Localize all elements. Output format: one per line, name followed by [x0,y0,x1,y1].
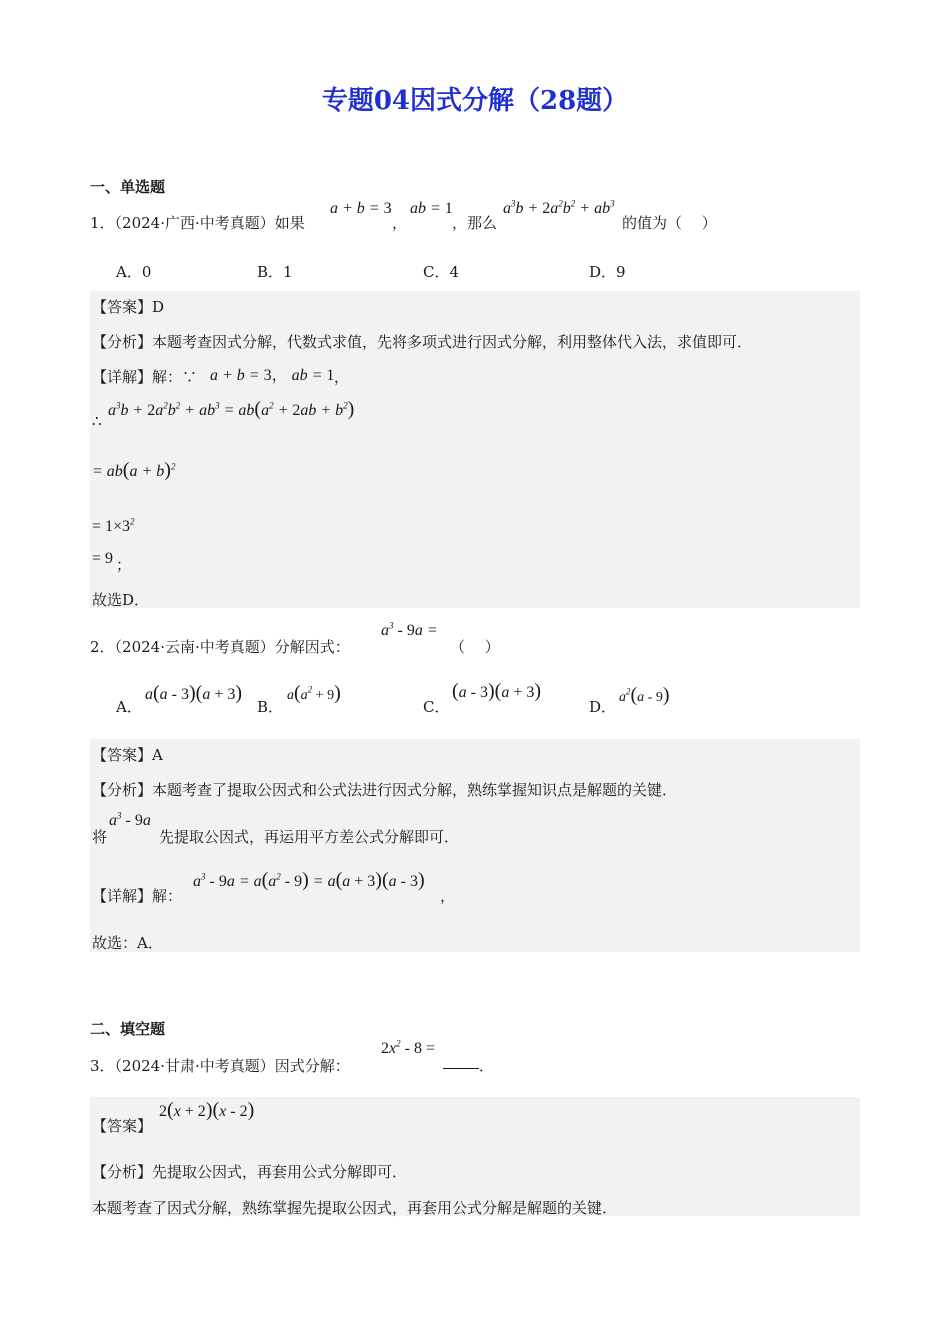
q2-option-d-math: $a^2(a - 9)$ [619,684,670,706]
q2-option-b-math: $a(a^2 + 9)$ [287,682,341,704]
q2-detail-end: ， [440,887,456,905]
q1-therefore-symbol: ∴ [92,412,102,430]
q3-answer-math: 2(x + 2)(x - 2) [159,1099,255,1121]
q1-option-b: B．1 [257,263,293,281]
section-heading-single-choice: 一、单选题 [90,178,166,196]
q2-option-c-math: (a - 3)(a + 3) [452,680,542,702]
q1-step-3: = $1\times 3^2$ [92,516,135,535]
q1-analysis: 【分析】本题考查因式分解，代数式求值，先将多项式进行因式分解，利用整体代入法，求值即可． [92,333,753,351]
q3-expression: $2x^2 - 8$ = [381,1038,435,1057]
q2-option-c-label: C． [423,698,450,716]
q1-stem-suffix: 的值为（ ） [622,214,717,232]
q1-separator-then: ，那么 [452,214,498,232]
q1-option-c: C．4 [423,263,460,281]
q2-expression: $a^3 - 9a$ = [381,620,438,639]
q2-option-a-label: A． [116,698,142,716]
q2-option-d-label: D． [589,698,617,716]
q3-stem-prefix: 3．（2024·甘肃·中考真题）因式分解： [90,1057,350,1075]
q3-note: 本题考查了因式分解，熟练掌握先提取公因式，再套用公式分解是解题的关键． [92,1199,618,1217]
q3-stem-end: ． [479,1057,495,1075]
q2-detail-label: 【详解】解： [92,887,183,905]
q2-hint-prefix: 将 [92,828,108,846]
q1-condition-product: ab = 1 [410,200,453,217]
q2-answer: 【答案】A [92,746,163,764]
q2-hint-suffix: 先提取公因式，再运用平方差公式分解即可． [159,828,460,846]
q1-separator: ， [392,214,408,232]
q2-conclusion: 故选：A． [92,934,163,952]
q1-expression: $a^3b + 2a^2b^2 + ab^3$ [503,198,615,217]
q1-stem-prefix: 1．（2024·广西·中考真题）如果 [90,214,305,232]
q1-condition-sum: a + b = 3 [330,200,392,217]
q2-stem-prefix: 2．（2024·云南·中考真题）分解因式： [90,638,350,656]
section-heading-fill-blank: 二、填空题 [90,1020,166,1038]
q2-stem-suffix: （ ） [450,638,500,656]
q2-option-b-label: B． [257,698,284,716]
q2-detail-math: $a^3 - 9a = a(a^2 - 9) = a(a + 3)(a - 3)$ [193,869,425,891]
q1-option-d: D．9 [589,263,626,281]
q1-answer: 【答案】D [92,298,165,316]
q1-option-a: A．0 [116,263,152,281]
q1-detail-given: a + b = 3， ab = 1 [210,367,335,384]
q1-step-2: = $ab(a + b)^2$ [92,459,176,481]
q1-detail-comma: ， [334,368,350,386]
q3-blank[interactable] [443,1055,479,1073]
q3-analysis: 【分析】先提取公因式，再套用公式分解即可． [92,1163,408,1181]
q1-step-4: = 9 [92,550,114,567]
q2-hint-math: $a^3 - 9a$ [109,810,151,829]
q1-conclusion: 故选D． [92,591,150,609]
q1-step-1: $a^3b + 2a^2b^2 + ab^3 = ab(a^2 + 2ab + b^2)$ [108,398,355,420]
q2-option-a-math: a(a - 3)(a + 3) [145,682,243,704]
q1-detail-label: 【详解】解：∵ [92,368,198,386]
q1-step-semicolon: ； [116,556,132,574]
page-title: 专题04因式分解（28题） [321,86,629,116]
q2-analysis: 【分析】本题考查了提取公因式和公式法进行因式分解，熟练掌握知识点是解题的关键． [92,781,678,799]
q3-answer-label: 【答案】 [92,1117,153,1135]
